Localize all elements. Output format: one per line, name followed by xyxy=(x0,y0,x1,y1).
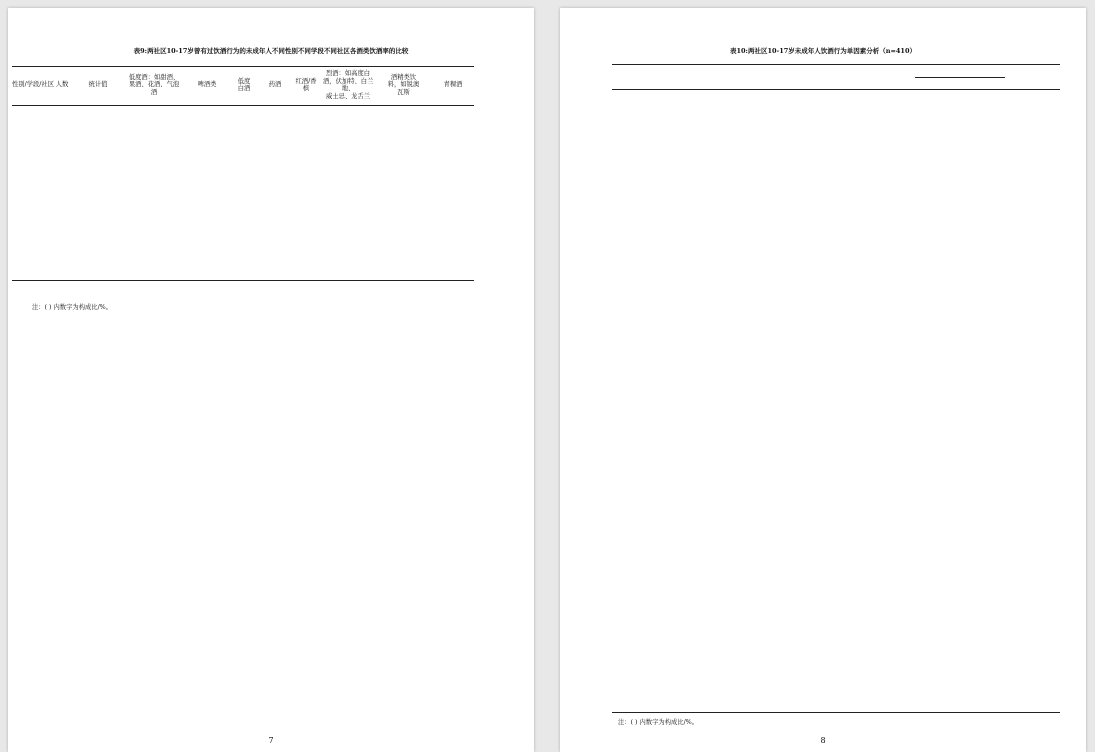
table-rule-bottom xyxy=(12,280,474,281)
header-cell: 青稞酒 xyxy=(443,81,463,89)
table-10-title: 表10:两社区10-17岁未成年人饮酒行为单因素分析（n=410） xyxy=(730,47,916,55)
header-cell: 统计值 xyxy=(88,81,108,89)
header-cell: 槟 xyxy=(302,85,310,92)
header-cell: 酒精类饮 xyxy=(390,73,417,81)
header-cell: 白酒 xyxy=(237,85,251,92)
header-cell: 人数 xyxy=(55,81,69,89)
header-cell: 药酒 xyxy=(268,81,282,89)
header-cell: 低度酒：如甜酒、 xyxy=(128,73,180,81)
table-9-title: 表9:两社区10-17岁曾有过饮酒行为的未成年人不同性别不同学段不同社区各酒类饮酒率的比较 xyxy=(133,47,409,55)
header-cell: 酒，伏加特、白兰 xyxy=(323,77,374,85)
table-rule-header xyxy=(612,89,1060,90)
header-rule xyxy=(915,77,1005,78)
header-cell: 烈酒：如高度白 xyxy=(325,70,371,77)
table-9-note: 注：( ) 内数字为构成比/%。 xyxy=(32,304,112,311)
header-cell: 地、 xyxy=(341,85,355,92)
table-rule-top xyxy=(612,64,1060,65)
table-rule-top xyxy=(12,66,474,67)
header-cell: 酒 xyxy=(150,88,158,96)
header-cell: 红酒/香 xyxy=(295,77,317,85)
document-page-8 xyxy=(560,8,1086,752)
header-cell: 低度 xyxy=(237,77,251,85)
header-cell: 啤酒类 xyxy=(197,81,217,89)
header-cell: 果酒、花酒、气泡 xyxy=(128,81,180,89)
document-page-7 xyxy=(8,8,534,752)
header-cell: 瓦斯 xyxy=(397,88,410,96)
page-number: 7 xyxy=(268,736,274,745)
header-cell: 性别/学段/社区 xyxy=(12,81,55,89)
header-cell: 料，如锐澳 xyxy=(387,81,420,89)
page-number: 8 xyxy=(820,736,826,745)
header-cell: 威士忌、龙舌兰 xyxy=(325,92,371,100)
table-rule-header xyxy=(12,105,474,106)
table-10-note: 注：( ) 内数字为构成比/%。 xyxy=(618,719,698,726)
table-rule-bottom xyxy=(612,712,1060,713)
